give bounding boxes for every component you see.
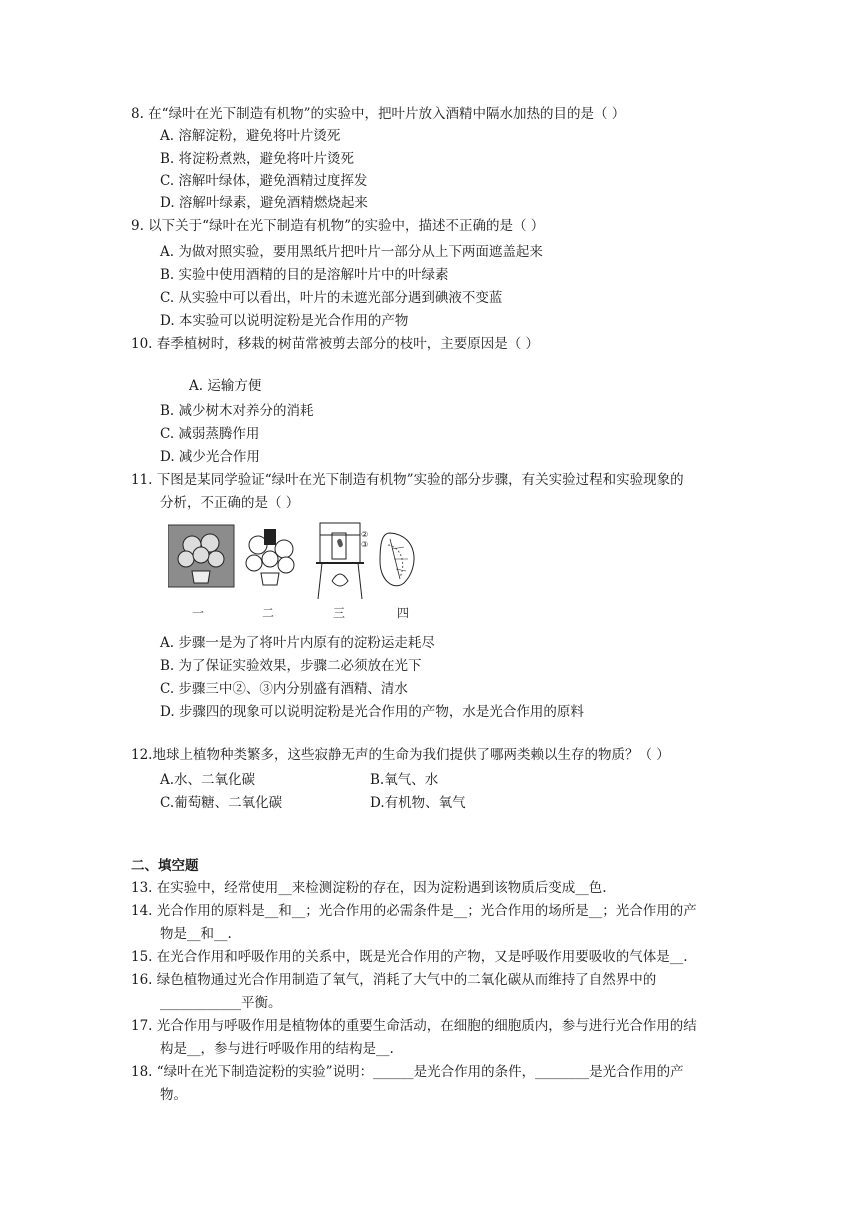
question-11-stem-line1: 11. 下图是某同学验证“绿叶在光下制造有机物”实验的部分步骤，有关实验过程和实验现象的 [131,472,684,488]
question-18-line1: 18. “绿叶在光下制造淀粉的实验”说明：______是光合作用的条件，________是光合作用的产 [131,1064,684,1080]
question-14-line1: 14. 光合作用的原料是__和__；光合作用的必需条件是__；光合作用的场所是__；光合作用的产 [131,903,697,919]
experiment-steps-figure [168,521,418,621]
step-4-leaf-icon [380,533,414,586]
figure-label-step-3: 三 [333,606,346,620]
question-10-option-d: D. 减少光合作用 [160,449,260,465]
question-9-option-d: D. 本实验可以说明淀粉是光合作用的产物 [160,313,409,329]
question-9-option-b: B. 实验中使用酒精的目的是溶解叶片中的叶绿素 [160,267,449,283]
question-10-option-a: A. 运输方便 [189,378,262,394]
question-10-stem: 10. 春季植树时，移栽的树苗常被剪去部分的枝叶，主要原因是（ ） [131,336,540,352]
question-12-stem: 12.地球上植物种类繁多，这些寂静无声的生命为我们提供了哪两类赖以生存的物质？（ ） [131,747,670,763]
question-8-stem: 8. 在“绿叶在光下制造有机物”的实验中，把叶片放入酒精中隔水加热的目的是（ ） [131,106,626,122]
question-13: 13. 在实验中，经常使用__来检测淀粉的存在，因为淀粉遇到该物质后变成__色. [131,880,607,896]
question-12-option-d: D.有机物、氧气 [370,795,466,811]
question-14-line2: 物是__和__. [160,926,232,942]
question-11-option-a: A. 步骤一是为了将叶片内原有的淀粉运走耗尽 [160,635,435,651]
question-18-line2: 物。 [160,1087,187,1103]
question-12-option-c: C.葡萄糖、二氧化碳 [160,795,283,811]
step-1-dark-plant-icon [168,525,234,587]
question-11-option-b: B. 为了保证实验效果，步骤二必须放在光下 [160,658,422,674]
figure-label-step-1: 一 [192,606,205,620]
question-17-line1: 17. 光合作用与呼吸作用是植物体的重要生命活动，在细胞的细胞质内，参与进行光合作用的结 [131,1018,697,1034]
question-8-option-d: D. 溶解叶绿素，避免酒精燃烧起来 [160,195,368,211]
question-9-option-a: A. 为做对照实验，要用黑纸片把叶片一部分从上下两面遮盖起来 [160,244,543,260]
question-17-line2: 构是__，参与进行呼吸作用的结构是__. [160,1041,394,1057]
question-11-option-c: C. 步骤三中②、③内分别盛有酒精、清水 [160,681,408,697]
question-10-option-c: C. 减弱蒸腾作用 [160,426,260,442]
figure-label-step-4: 四 [397,606,410,620]
question-15: 15. 在光合作用和呼吸作用的关系中，既是光合作用的产物，又是呼吸作用要吸收的气体是__. [131,949,688,965]
experiment-steps-illustration [168,521,418,601]
question-11-option-d: D. 步骤四的现象可以说明淀粉是光合作用的产物，水是光合作用的原料 [160,704,584,720]
question-8-option-c: C. 溶解叶绿体，避免酒精过度挥发 [160,173,368,189]
question-16-line1: 16. 绿色植物通过光合作用制造了氧气，消耗了大气中的二氧化碳从而维持了自然界中的 [131,972,657,988]
figure-label-step-2: 二 [262,606,275,620]
question-8-option-a: A. 溶解淀粉，避免将叶片烫死 [160,128,341,144]
question-11-stem-line2: 分析，不正确的是（ ） [160,495,300,511]
question-9-option-c: C. 从实验中可以看出，叶片的未遮光部分遇到碘液不变蓝 [160,290,503,306]
step-2-covered-leaf-plant-icon [246,529,294,585]
section-2-title: 二、填空题 [131,858,199,874]
question-9-stem: 9. 以下关于“绿叶在光下制造有机物”的实验中，描述不正确的是（ ） [131,218,545,234]
step-3-water-bath-icon [316,523,368,599]
question-10-option-b: B. 减少树木对养分的消耗 [160,403,314,419]
question-12-option-a: A.水、二氧化碳 [160,772,256,788]
step-3-mark-3: ③ [361,540,369,549]
question-8-option-b: B. 将淀粉煮熟，避免将叶片烫死 [160,151,355,167]
question-12-option-b: B.氧气、水 [370,772,439,788]
step-3-mark-2: ② [361,530,369,539]
question-16-line2: ____________平衡。 [160,995,282,1011]
